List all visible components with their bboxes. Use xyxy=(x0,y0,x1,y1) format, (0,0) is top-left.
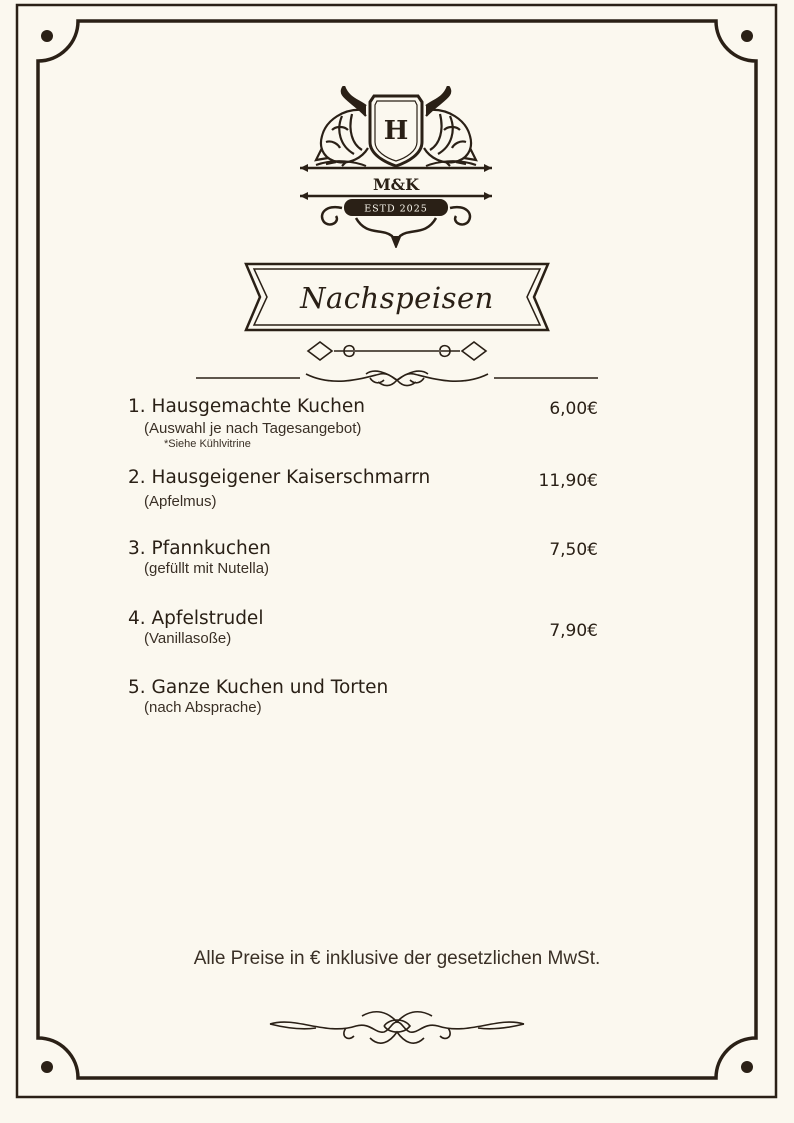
menu-item-description: (nach Absprache) xyxy=(144,699,262,716)
menu-item-price: 11,90€ xyxy=(538,471,598,491)
established-label: ESTD 2025 xyxy=(364,203,428,215)
page-title: Nachspeisen xyxy=(300,281,494,315)
menu-item-price: 7,50€ xyxy=(549,540,598,560)
left-lion-icon xyxy=(316,86,368,166)
menu-item-description: (Apfelmus) xyxy=(144,493,217,510)
crest-letter: H xyxy=(383,116,409,146)
corner-dot-tr xyxy=(741,30,753,42)
menu-item-title: 3. Pfannkuchen xyxy=(128,538,271,559)
corner-dot-bl xyxy=(41,1061,53,1073)
corner-dot-tl xyxy=(41,30,53,42)
menu-item-5 xyxy=(128,677,598,716)
bottom-flourish xyxy=(266,1006,528,1050)
menu-item-description: (Auswahl je nach Tagesangebot) xyxy=(144,420,362,437)
corner-dot-br xyxy=(741,1061,753,1073)
menu-item-note: *Siehe Kühlvitrine xyxy=(164,438,251,450)
menu-item-2 xyxy=(128,467,598,510)
menu-item-3 xyxy=(128,538,598,577)
menu-item-title: 4. Apfelstrudel xyxy=(128,608,264,629)
menu-item-price: 6,00€ xyxy=(549,399,598,419)
menu-item-description: (gefüllt mit Nutella) xyxy=(144,560,270,577)
menu-item-price: 7,90€ xyxy=(549,621,598,641)
ornamental-divider xyxy=(194,334,600,394)
menu-item-description: (Vanillasoße) xyxy=(144,630,232,647)
menu-item-4 xyxy=(128,608,598,647)
brand-name: M&K xyxy=(372,175,420,194)
menu-item-1 xyxy=(128,396,598,450)
price-disclaimer: Alle Preise in € inklusive der gesetzlichen MwSt. xyxy=(193,948,601,969)
menu-item-title: 2. Hausgeigener Kaiserschmarrn xyxy=(128,467,431,488)
right-lion-icon xyxy=(424,86,476,166)
menu-item-title: 5. Ganze Kuchen und Torten xyxy=(128,677,389,698)
brand-logo xyxy=(296,86,496,248)
menu-item-title: 1. Hausgemachte Kuchen xyxy=(128,396,365,417)
